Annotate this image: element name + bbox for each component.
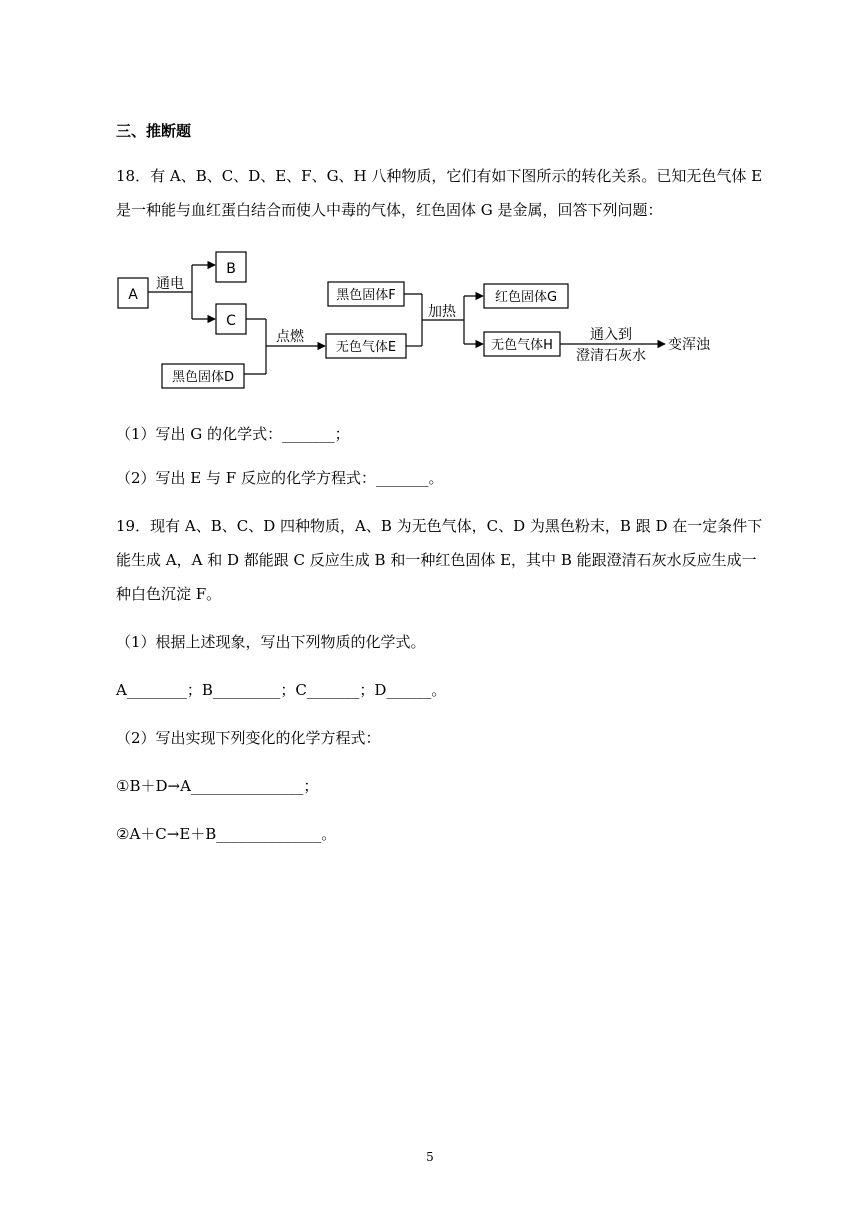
box-b-label: B: [226, 261, 236, 277]
turbid-label: 变浑浊: [668, 337, 710, 353]
q19-equation-2: ②A＋C→E＋B______________。: [116, 825, 337, 843]
box-b: [216, 252, 246, 282]
q18-text-line-1: 18．有 A、B、C、D、E、F、G、H 八种物质，它们有如下图所示的转化关系。已知无色气体 E: [116, 167, 763, 185]
box-d-label: 黑色固体D: [171, 370, 235, 385]
q19-text-line-1: 19．现有 A、B、C、D 四种物质，A、B 为无色气体，C、D 为黑色粉末，B 跟 D 在一定条件下: [116, 517, 763, 535]
q19-sub-question-1: （1）根据上述现象，写出下列物质的化学式。: [116, 633, 426, 651]
q19-text-line-2: 能生成 A，A 和 D 都能跟 C 反应生成 B 和一种红色固体 E，其中 B 能跟澄清石灰水反应生成一: [116, 551, 757, 569]
ignite-label: 点燃: [276, 329, 304, 345]
lime-water-label: 澄清石灰水: [576, 348, 646, 364]
box-h: [484, 332, 560, 356]
box-f: [328, 282, 404, 306]
box-d: [162, 364, 244, 388]
heat-label: 加热: [428, 304, 456, 320]
box-h-label: 无色气体H: [491, 338, 553, 353]
box-c: [216, 304, 246, 334]
q19-equation-1: ①B＋D→A_______________；: [116, 777, 319, 795]
q19-blanks: A________；B_________；C_______；D______。: [116, 681, 447, 699]
q18-sub-question-1: （1）写出 G 的化学式：_______；: [116, 425, 350, 443]
electrolysis-label: 通电: [156, 276, 184, 292]
section-heading: 三、推断题: [116, 122, 192, 140]
box-e-label: 无色气体E: [335, 340, 397, 355]
box-a-label: A: [128, 287, 138, 303]
electrolysis-connector: [148, 265, 215, 319]
heat-connector: [404, 294, 483, 346]
box-a: [118, 278, 148, 308]
ignite-connector: [244, 319, 325, 374]
q18-sub-question-2: （2）写出 E 与 F 反应的化学方程式：_______。: [116, 469, 444, 487]
page-number: 5: [426, 1150, 434, 1164]
box-c-label: C: [226, 313, 236, 329]
conversion-diagram: [112, 246, 728, 394]
box-f-label: 黑色固体F: [336, 288, 396, 303]
q19-text-line-3: 种白色沉淀 F。: [116, 585, 222, 603]
q18-text-line-2: 是一种能与血红蛋白结合而使人中毒的气体，红色固体 G 是金属，回答下列问题：: [116, 201, 663, 219]
q19-sub-question-2: （2）写出实现下列变化的化学方程式：: [116, 729, 381, 747]
box-g-label: 红色固体G: [494, 290, 558, 305]
box-g: [484, 284, 568, 308]
box-e: [326, 334, 406, 358]
pass-in-label: 通入到: [590, 327, 632, 343]
